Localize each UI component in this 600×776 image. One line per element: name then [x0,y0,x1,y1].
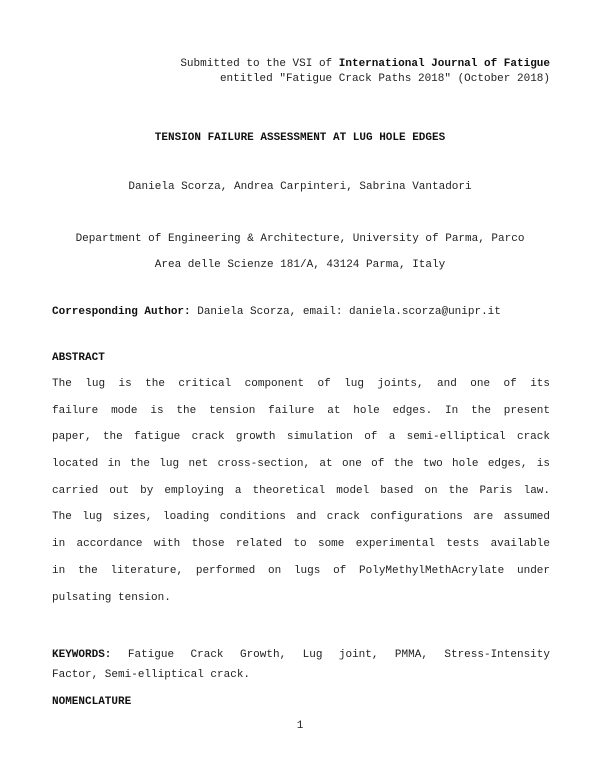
abstract-line: pulsating tension. [52,592,171,604]
keywords-line-2: Factor, Semi-elliptical crack. [52,669,251,681]
abstract-line: in the literature, performed on lugs of PolyMethylMethAcrylate under [52,565,550,577]
submission-line-2: entitled "Fatigue Crack Paths 2018" (October 2018) [219,73,550,85]
nomenclature-heading-text: NOMENCLATURE [52,696,132,708]
abstract-line: failure mode is the tension failure at hole edges. In the present [52,405,550,417]
keywords-line-1 [52,648,550,662]
journal-name: International Journal of Fatigue [338,58,550,70]
affiliation-line-2: Area delle Scienze 181/A, 43124 Parma, Italy [154,259,446,271]
abstract-heading [52,351,105,365]
abstract-line: The lug is the critical component of lug joints, and one of its [52,378,550,390]
corresponding-label: Corresponding Author: [52,306,191,318]
abstract-line: carried out by employing a theoretical model based on the Paris law. [52,485,550,497]
keywords-text: Fatigue Crack Growth, Lug joint, PMMA, Stress-Intensity [111,649,550,661]
paper-title-text: TENSION FAILURE ASSESSMENT AT LUG HOLE EDGES [154,132,446,144]
page-number: 1 [296,720,304,732]
abstract-line: paper, the fatigue crack growth simulation of a semi-elliptical crack [52,431,550,443]
paper-title [0,131,600,145]
submission-line-1 [180,57,550,71]
abstract-line: in accordance with those related to some experimental tests available [52,538,550,550]
abstract-line: located in the lug net cross-section, at one of the two hole edges, is [52,458,550,470]
submission-prefix: Submitted to the VSI of [180,58,339,70]
corresponding-text: Daniela Scorza, email: daniela.scorza@unipr.it [190,306,501,318]
nomenclature-heading [52,695,131,709]
affiliation-line-1: Department of Engineering & Architecture, University of Parma, Parco [75,233,525,245]
keywords-label: KEYWORDS: [52,649,112,661]
abstract-heading-text: ABSTRACT [52,352,105,364]
authors: Daniela Scorza, Andrea Carpinteri, Sabrina Vantadori [128,181,472,193]
abstract-line: The lug sizes, loading conditions and crack configurations are assumed [52,511,550,523]
corresponding-author [52,305,501,319]
